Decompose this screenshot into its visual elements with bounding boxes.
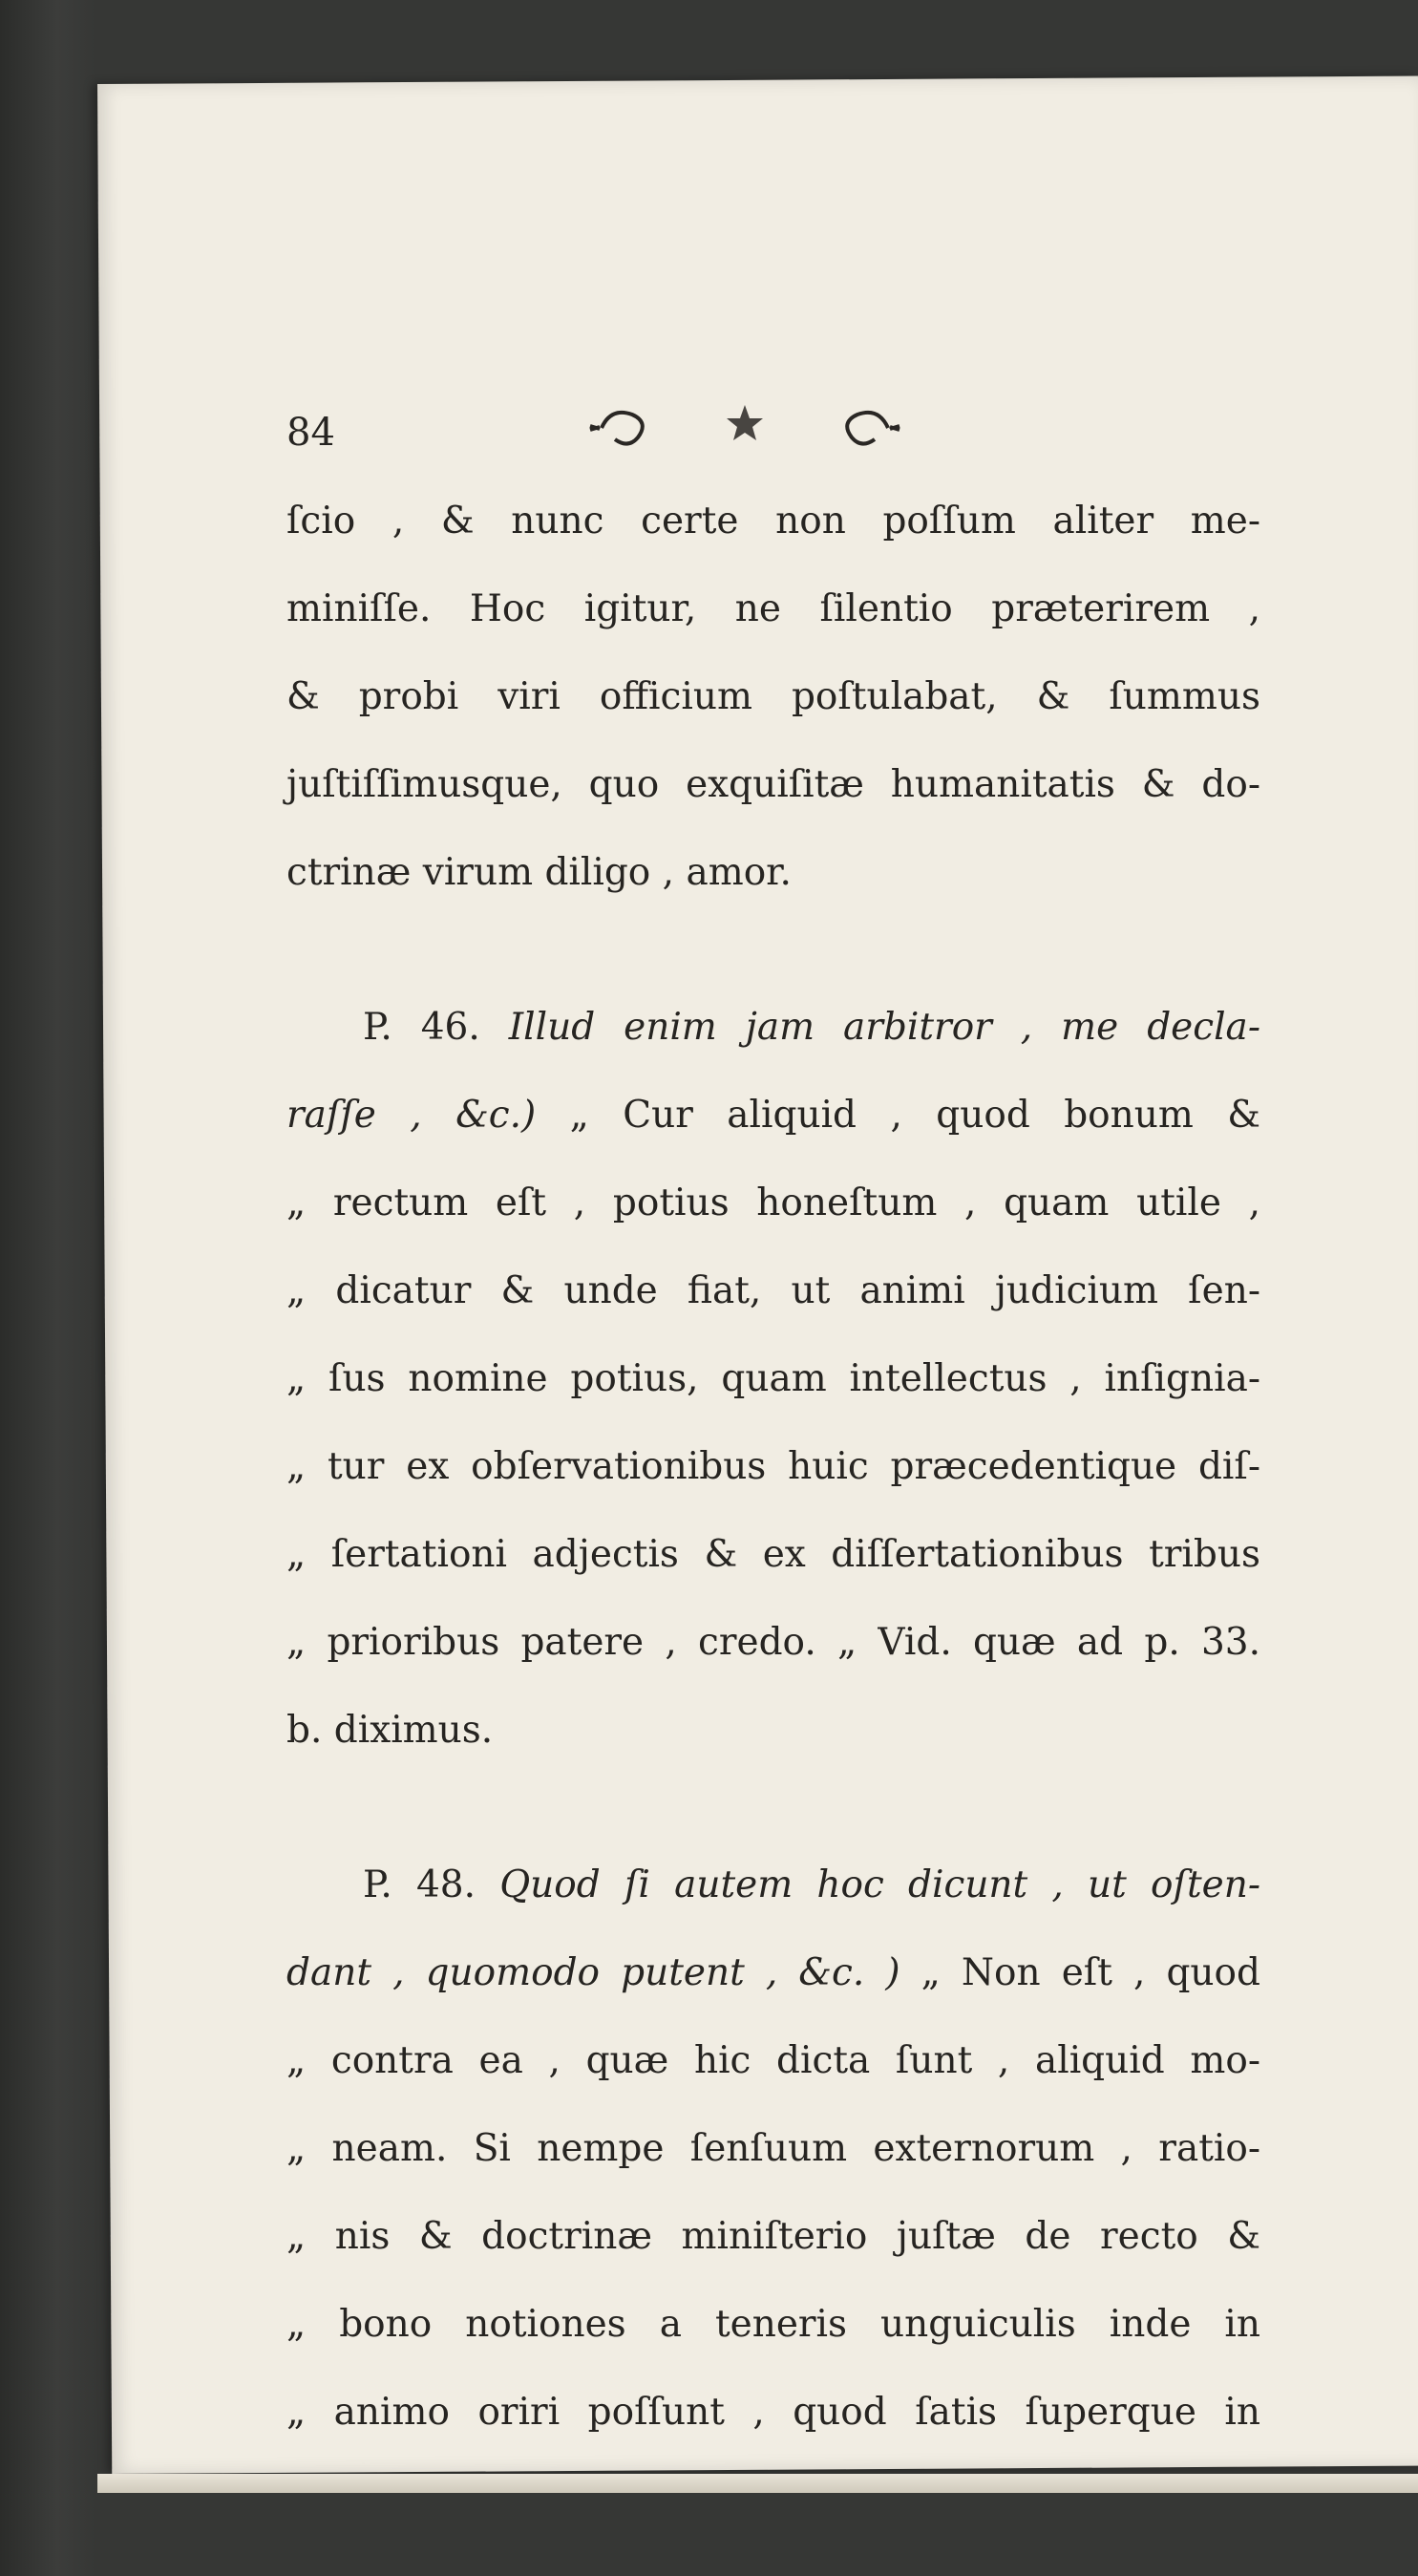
paragraph-1 (286, 478, 1260, 917)
text-line (286, 1072, 1260, 1160)
paragraph-gap (286, 1775, 1260, 1842)
text-line: juſtiſſimusque, quo exquiſitæ humanitatis & do- (286, 763, 1260, 806)
text-line: ctrinæ virum diligo , amor. (286, 851, 792, 894)
page-reference: P. 46. (363, 1006, 480, 1049)
text-line: „ neam. Si nempe ſenſuum externorum , ratio- (286, 2127, 1260, 2170)
quoted-lemma: Illud enim jam arbitror , me decla- (508, 1006, 1260, 1049)
quoted-lemma: raſſe , &c.) (286, 1094, 537, 1137)
text-line (286, 984, 1260, 1072)
page-number: 84 (286, 411, 335, 455)
text-line: miniſſe. Hoc igitur, ne ſilentio præterirem , (286, 587, 1260, 630)
text-line: „ dicatur & unde fiat, ut animi judicium ſen- (286, 1269, 1260, 1312)
text-line: „ bono notiones a teneris unguiculis inde in (286, 2303, 1260, 2346)
text-line: ſcio , & nunc certe non poſſum aliter me- (286, 500, 1260, 543)
text-line: „ animo oriri poſſunt , quod ſatis ſuperque in (286, 2391, 1260, 2434)
commentary-text: „ Cur aliquid , quod bonum & (569, 1094, 1260, 1137)
text-line: „ prioribus patere , credo. „ Vid. quæ ad p. 33. (286, 1621, 1260, 1664)
quoted-lemma: Quod ſi autem hoc dicunt , ut oſten- (499, 1863, 1261, 1906)
text-line (286, 1929, 1260, 2017)
text-line: „ ſus nomine potius, quam intellectus , inſignia- (286, 1357, 1260, 1400)
text-line: „ contra ea , quæ hic dicta ſunt , aliquid mo- (286, 2039, 1260, 2082)
text-line: & probi viri officium poſtulabat, & ſummus (286, 675, 1260, 718)
text-line: „ tur ex obſervationibus huic præcedentique diſ- (286, 1445, 1260, 1488)
text-line: b. diximus. (286, 1709, 494, 1752)
text-line: „ ſertationi adjectis & ex diſſertationibus tribus (286, 1533, 1260, 1576)
text-line: „ rectum eſt , potius honeſtum , quam utile , (286, 1182, 1260, 1224)
paragraph-3 (286, 1842, 1260, 2457)
commentary-text: „ Non eſt , quod (921, 1951, 1260, 1994)
paragraph-gap (286, 917, 1260, 984)
page-bottom-edge (97, 2474, 1418, 2493)
rosette-star-ornament-icon (582, 388, 907, 464)
page-text (286, 382, 1260, 2457)
text-line: „ nis & doctrinæ miniſterio juſtæ de recto & (286, 2215, 1260, 2258)
page-header (286, 382, 1260, 458)
quoted-lemma: dant , quomodo putent , &c. ) (286, 1951, 900, 1994)
page-reference: P. 48. (363, 1863, 476, 1906)
paragraph-2 (286, 984, 1260, 1775)
text-line (286, 1842, 1260, 1929)
